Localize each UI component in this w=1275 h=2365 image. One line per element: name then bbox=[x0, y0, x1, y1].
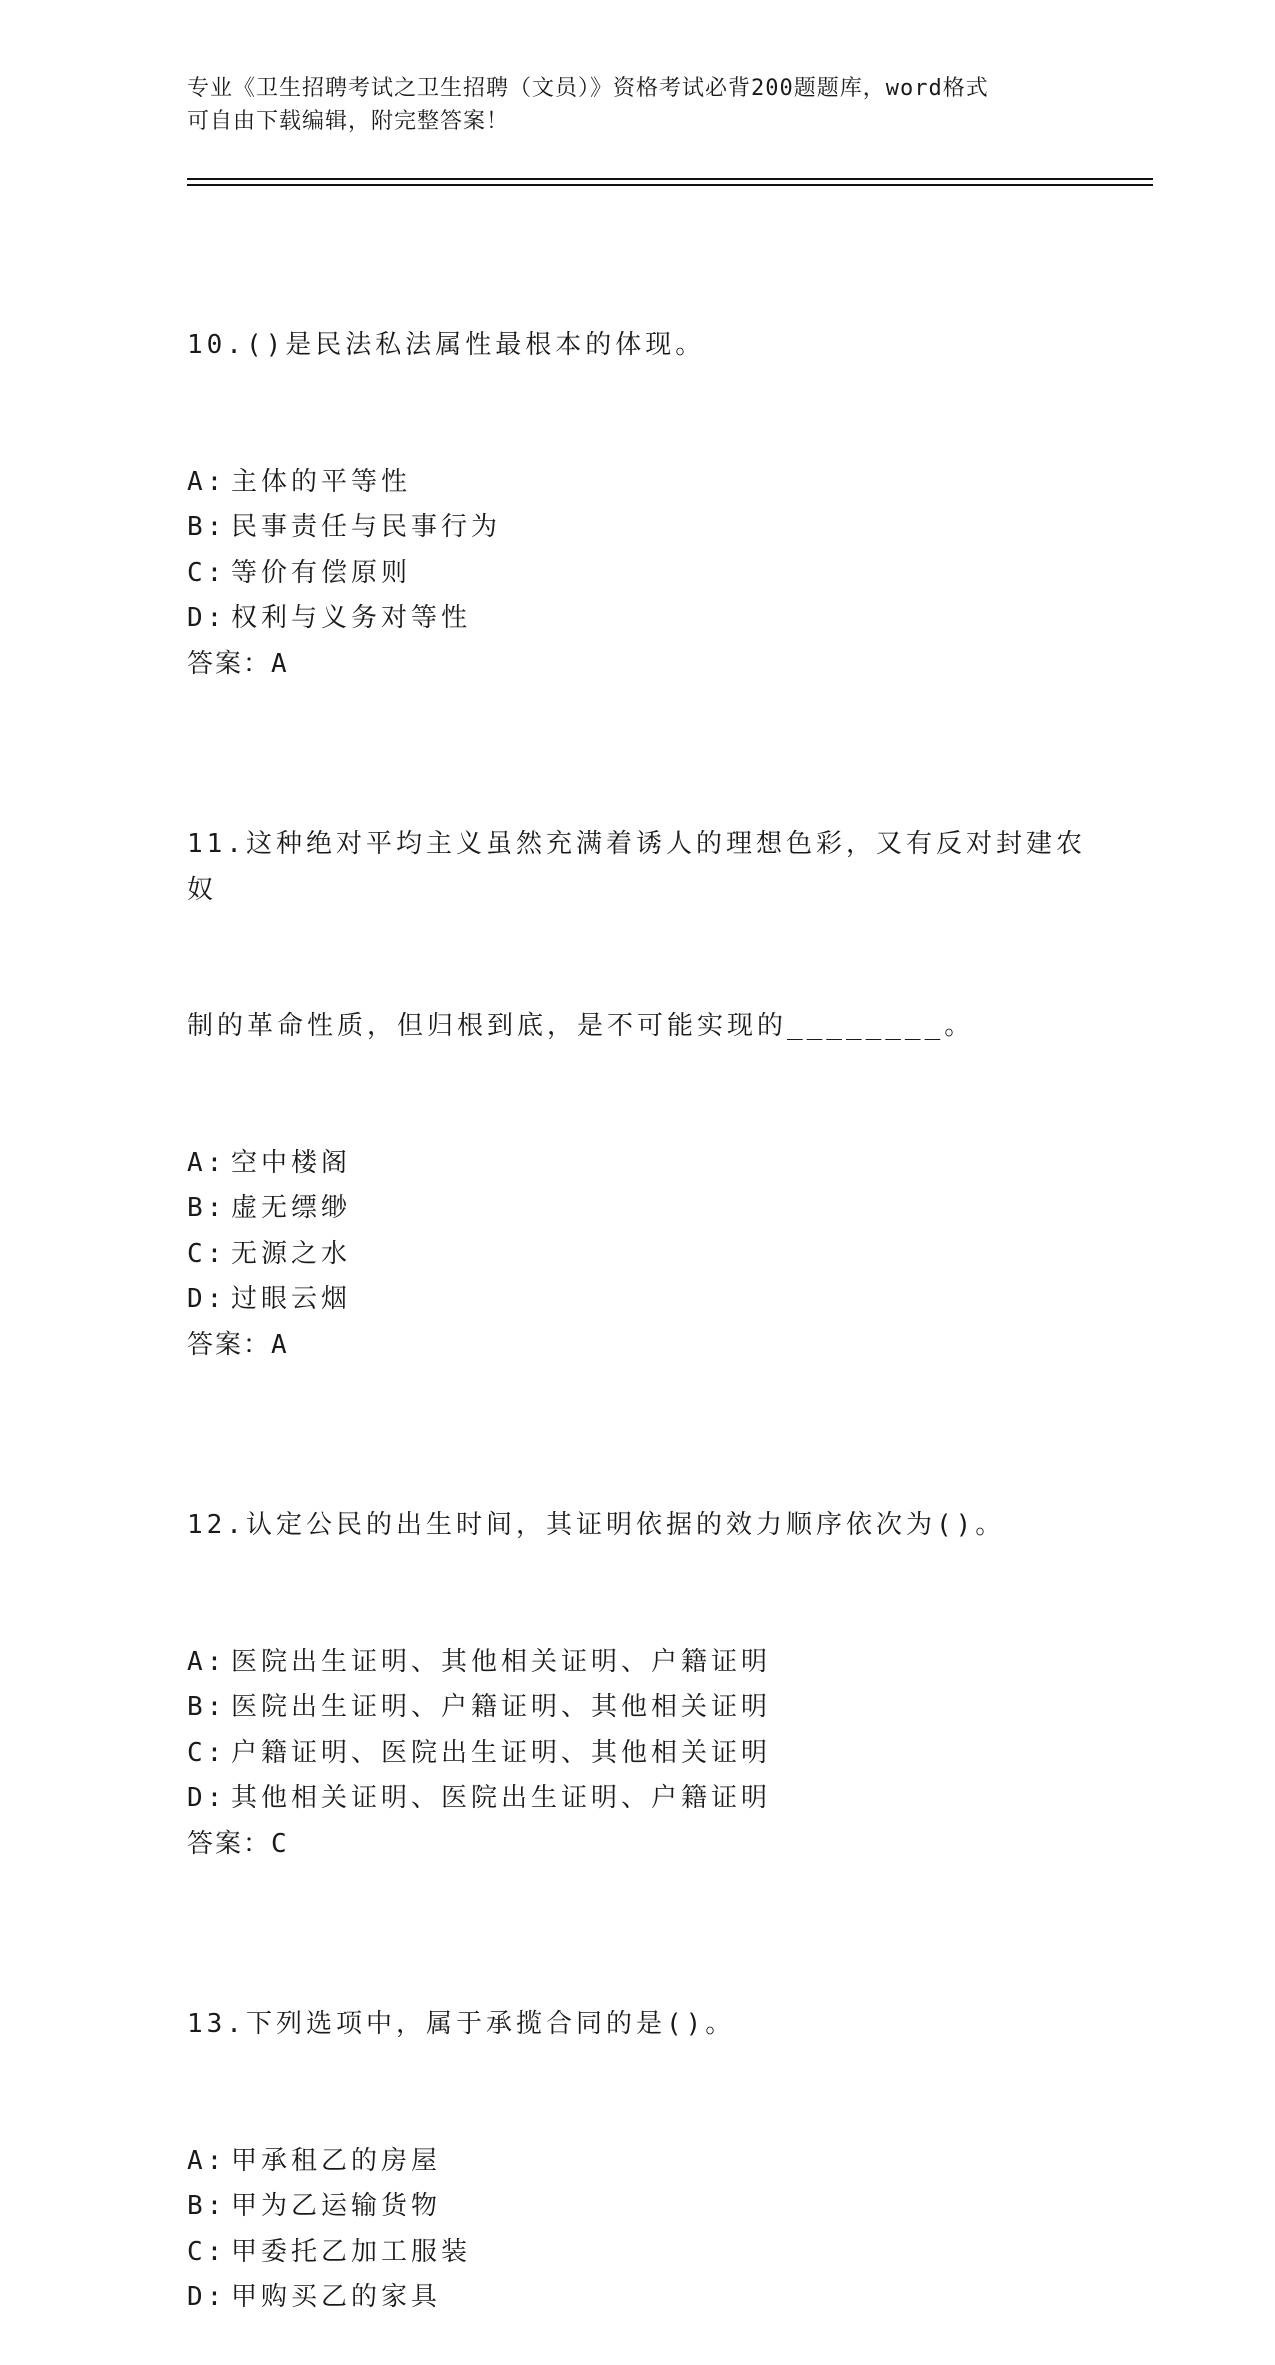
option-label: B: bbox=[187, 1692, 227, 1722]
option-text: 权利与义务对等性 bbox=[231, 603, 472, 633]
option-label: C: bbox=[187, 557, 227, 588]
question-stem bbox=[187, 232, 1087, 460]
option-label: B: bbox=[187, 1193, 227, 1223]
option-text: 甲为乙运输货物 bbox=[231, 2191, 442, 2221]
question-13 bbox=[187, 1911, 1087, 2321]
option-text: 民事责任与民事行为 bbox=[231, 512, 502, 542]
option-text: 空中楼阁 bbox=[231, 1147, 352, 1178]
option-label: A: bbox=[187, 1147, 227, 1178]
option-label: B: bbox=[187, 512, 227, 542]
option-text: 其他相关证明、医院出生证明、户籍证明 bbox=[231, 1783, 772, 1813]
question-12 bbox=[187, 1412, 1087, 1867]
option-text: 甲购买乙的家具 bbox=[231, 2282, 442, 2312]
option-d bbox=[187, 1776, 1087, 1822]
option-a bbox=[187, 2139, 1087, 2185]
option-text: 医院出生证明、其他相关证明、户籍证明 bbox=[231, 1646, 772, 1677]
header-line-2: 可自由下载编辑，附完整答案！ bbox=[187, 109, 510, 134]
question-list bbox=[187, 232, 1087, 2365]
question-text: 12.认定公民的出生时间，其证明依据的效力顺序依次为()。 bbox=[187, 1510, 1006, 1540]
option-label: C: bbox=[187, 1737, 227, 1768]
option-a bbox=[187, 1141, 1087, 1187]
option-d bbox=[187, 596, 1087, 642]
option-c bbox=[187, 551, 1087, 597]
option-label: A: bbox=[187, 1646, 227, 1677]
question-text: 10.()是民法私法属性最根本的体现。 bbox=[187, 330, 706, 360]
question-stem bbox=[187, 1412, 1087, 1640]
answer-line: 答案：A bbox=[187, 648, 289, 679]
option-c bbox=[187, 1731, 1087, 1777]
option-label: D: bbox=[187, 1284, 227, 1314]
option-text: 等价有偿原则 bbox=[231, 557, 412, 588]
option-label: D: bbox=[187, 2282, 227, 2312]
option-label: C: bbox=[187, 2236, 227, 2267]
option-text: 甲委托乙加工服装 bbox=[231, 2236, 472, 2267]
question-stem bbox=[187, 1911, 1087, 2139]
option-label: A: bbox=[187, 2145, 227, 2176]
option-b bbox=[187, 1685, 1087, 1731]
question-text: 13.下列选项中，属于承揽合同的是()。 bbox=[187, 2009, 736, 2039]
option-label: D: bbox=[187, 1783, 227, 1813]
answer-line: 答案：A bbox=[187, 1329, 289, 1360]
option-text: 过眼云烟 bbox=[231, 1284, 352, 1314]
option-label: C: bbox=[187, 1238, 227, 1269]
option-b bbox=[187, 505, 1087, 551]
option-text: 无源之水 bbox=[231, 1238, 352, 1269]
option-text: 医院出生证明、户籍证明、其他相关证明 bbox=[231, 1692, 772, 1722]
option-b bbox=[187, 1186, 1087, 1232]
question-text: 11.这种绝对平均主义虽然充满着诱人的理想色彩，又有反对封建农奴 bbox=[187, 829, 1086, 905]
question-text-continued: 制的革命性质，但归根到底，是不可能实现的________。 bbox=[187, 1011, 975, 1041]
option-a bbox=[187, 1640, 1087, 1686]
option-label: D: bbox=[187, 603, 227, 633]
option-text: 虚无缥缈 bbox=[231, 1193, 352, 1223]
option-d bbox=[187, 2275, 1087, 2321]
header-divider-bottom bbox=[187, 184, 1153, 186]
option-a bbox=[187, 460, 1087, 506]
header-divider-top bbox=[187, 178, 1153, 180]
option-d bbox=[187, 1277, 1087, 1323]
option-text: 户籍证明、医院出生证明、其他相关证明 bbox=[231, 1737, 772, 1768]
question-stem bbox=[187, 731, 1087, 1141]
question-10 bbox=[187, 232, 1087, 687]
header-line-1: 专业《卫生招聘考试之卫生招聘（文员）》资格考试必背200题题库，word格式 bbox=[187, 76, 989, 101]
option-b bbox=[187, 2184, 1087, 2230]
answer-line: 答案：C bbox=[187, 1828, 289, 1859]
option-c bbox=[187, 2230, 1087, 2276]
option-text: 甲承租乙的房屋 bbox=[231, 2145, 442, 2176]
document-header bbox=[187, 72, 1067, 138]
option-text: 主体的平等性 bbox=[231, 466, 412, 497]
option-c bbox=[187, 1232, 1087, 1278]
option-label: B: bbox=[187, 2191, 227, 2221]
question-11 bbox=[187, 731, 1087, 1368]
option-label: A: bbox=[187, 466, 227, 497]
